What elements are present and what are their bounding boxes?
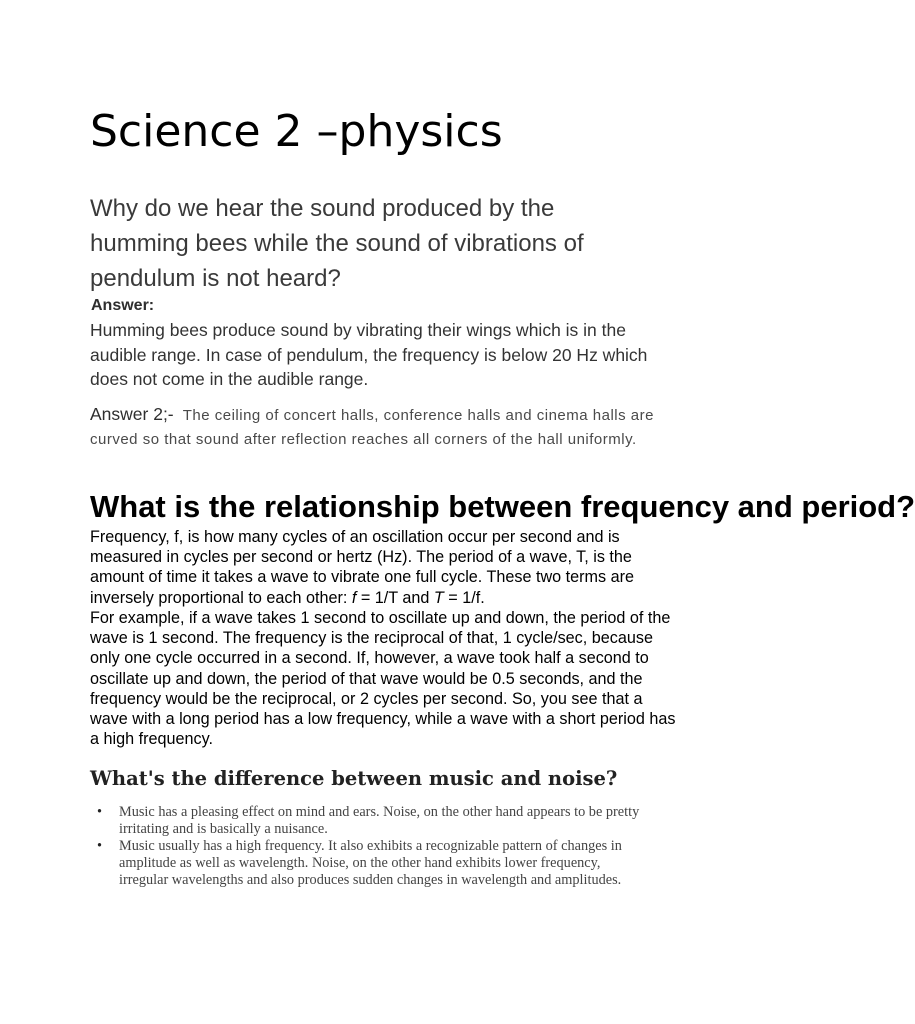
answer-text: Humming bees produce sound by vibrating their wings which is in the audible range. In case of pendulum, the frequency is below 20 Hz which does not come in the audible range. (90, 320, 648, 389)
page-title: Science 2 –physics (90, 106, 503, 157)
answer-label: Answer: (91, 297, 155, 314)
paragraph-example: For example, if a wave takes 1 second to oscillate up and down, the period of the wave is 1 second. The frequency is the reciprocal of that, 1 cycle/sec, because only one cycle occurred in a second. If, however, a wave took half a second to oscillate up and down, the period of that wave would be 0.5 seconds, and the frequency would be the reciprocal, or 2 cycles per second. So, you see that a wave with a long period has a low frequency, while a wave with a short period has a high frequency. (90, 609, 676, 749)
equation-part-2: = 1/f. (443, 588, 485, 607)
frequency-variable: f (351, 588, 357, 607)
list-item (90, 838, 650, 889)
question-text: Why do we hear the sound produced by the humming bees while the sound of vibrations of pendulum is not heard? (90, 195, 584, 292)
answer-2 (90, 403, 680, 451)
period-variable: T (433, 588, 444, 607)
paragraph-frequency-definition (90, 527, 670, 608)
paragraph-1-text: Frequency, f, is how many cycles of an oscillation occur per second and is measured in cycles per second or hertz (Hz). The period of a wave, T, is the amount of time it takes a wave to vibrate one full cycle. These two terms are inversely proportional to each other: (90, 528, 635, 607)
bullet-marker: • (97, 804, 103, 820)
heading-frequency-period: What is the relationship between frequency and period? (90, 489, 915, 524)
list-item (90, 804, 650, 838)
list-item-text: Music has a pleasing effect on mind and ears. Noise, on the other hand appears to be pretty irritating and is basically a nuisance. (119, 804, 640, 837)
answer-2-text: The ceiling of concert halls, conference halls and cinema halls are curved so that sound after reflection reaches all corners of the hall uniformly. (90, 407, 654, 448)
bullet-marker: • (97, 838, 103, 854)
music-noise-list (90, 804, 650, 889)
heading-music-noise: What's the difference between music and noise? (90, 767, 618, 790)
answer-2-label: Answer 2;- (90, 404, 174, 424)
list-item-text: Music usually has a high frequency. It also exhibits a recognizable pattern of changes in amplitude as well as wavelength. Noise, on the other hand exhibits lower frequency, irregular wavelengths and also produces sudden changes in wavelength and amplitudes. (119, 838, 622, 888)
equation-part-1: = 1/T and (356, 588, 434, 607)
